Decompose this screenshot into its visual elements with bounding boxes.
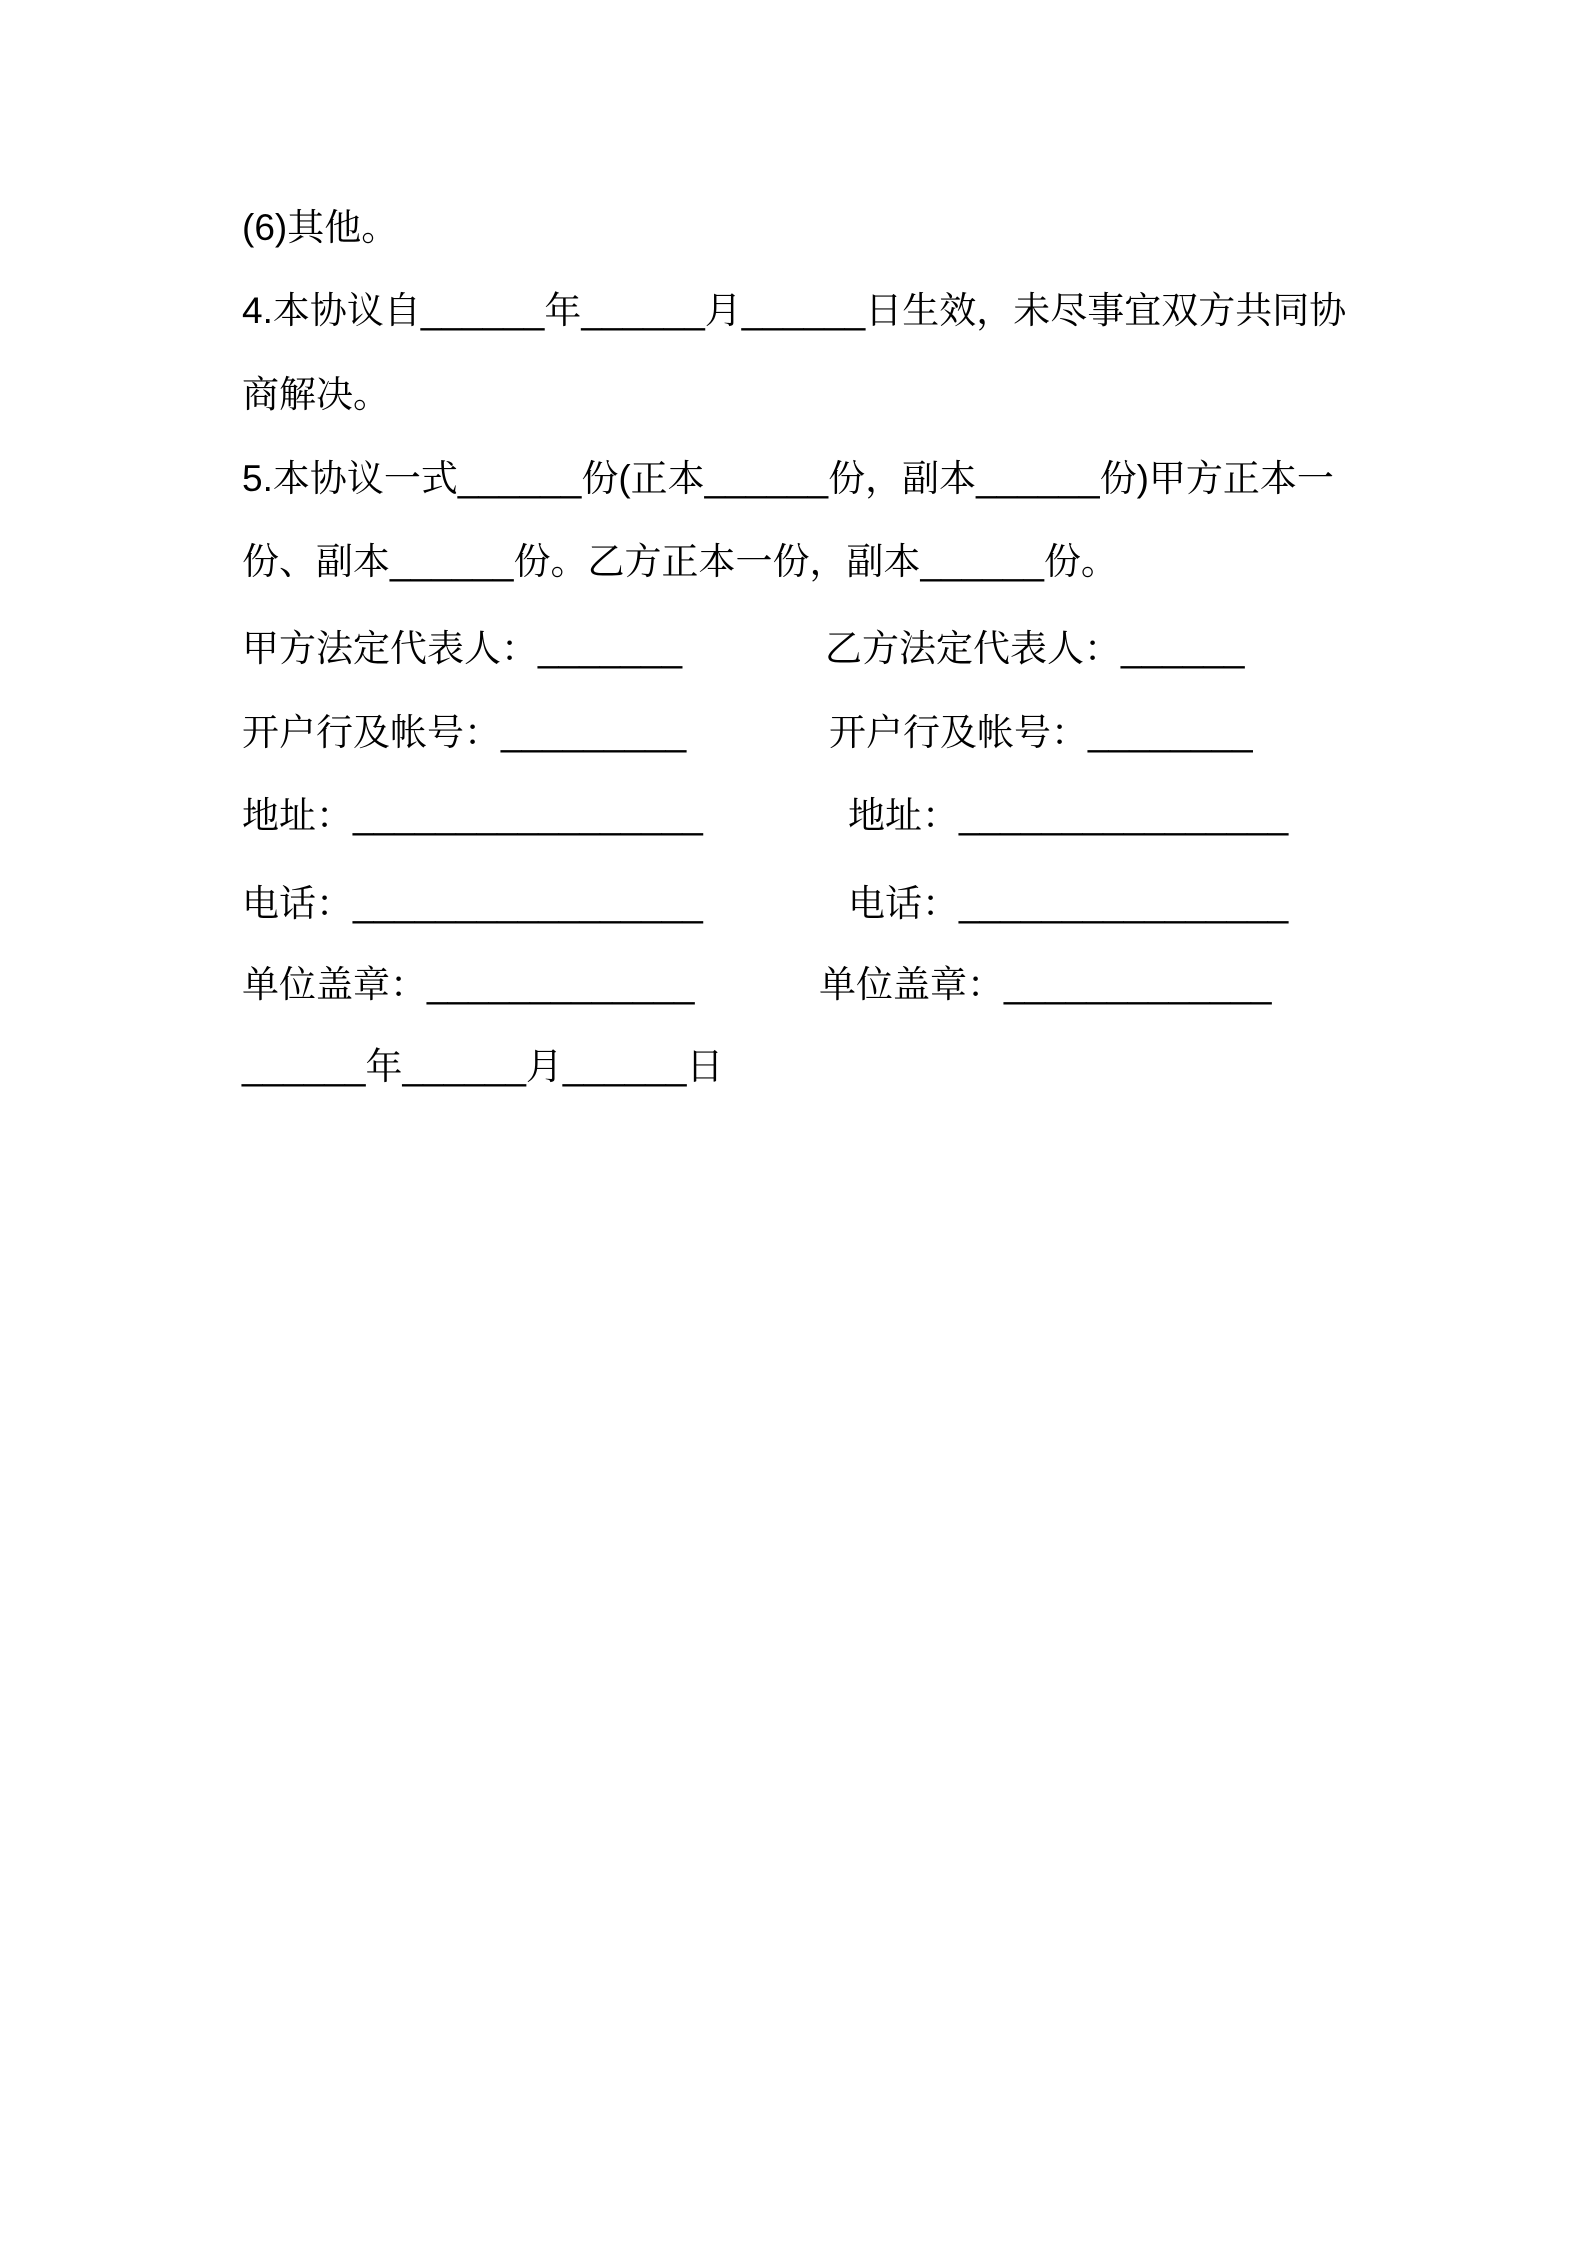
fill-in-blank: _________________ (353, 795, 703, 836)
fill-in-blank: ______ (1121, 628, 1245, 669)
field-label: 地址： (242, 795, 353, 836)
field-label: 单位盖章： (242, 964, 427, 1005)
party-b-address-field (848, 791, 1288, 841)
fill-in-blank: _________________ (353, 883, 703, 924)
party-a-seal-field (242, 960, 695, 1010)
clause-4-line-1: 4.本协议自______年______月______日生效，未尽事宜双方共同协 (242, 290, 1347, 331)
fill-in-blank: _______ (538, 628, 683, 669)
field-label: 电话： (848, 883, 959, 924)
clause-5-line-1: 5.本协议一式______份(正本______份，副本______份)甲方正本一 (242, 458, 1334, 499)
party-b-seal-field (819, 960, 1272, 1010)
fill-in-blank: _____________ (427, 964, 695, 1005)
party-b-bank-account-field (829, 708, 1253, 758)
signing-date-line: ______年______月______日 (242, 1046, 724, 1087)
party-a-bank-account-field (242, 708, 686, 758)
fill-in-blank: _________ (501, 712, 687, 753)
party-a-address-field (242, 791, 703, 841)
field-label: 地址： (848, 795, 959, 836)
fill-in-blank: ________________ (959, 883, 1289, 924)
field-label: 开户行及帐号： (242, 712, 501, 753)
clause-6-other: (6)其他。 (242, 207, 399, 248)
field-label: 电话： (242, 883, 353, 924)
clause-5-line-2: 份、副本______份。乙方正本一份，副本______份。 (242, 541, 1118, 582)
clause-4-line-2: 商解决。 (242, 374, 390, 415)
party-b-representative-field (825, 624, 1244, 674)
field-label: 开户行及帐号： (829, 712, 1088, 753)
party-b-phone-field (848, 879, 1288, 929)
field-label: 甲方法定代表人： (242, 628, 538, 669)
fill-in-blank: ________ (1088, 712, 1253, 753)
fill-in-blank: _____________ (1004, 964, 1272, 1005)
field-label: 乙方法定代表人： (825, 628, 1121, 669)
party-a-phone-field (242, 879, 703, 929)
party-a-representative-field (242, 624, 682, 674)
fill-in-blank: ________________ (959, 795, 1289, 836)
field-label: 单位盖章： (819, 964, 1004, 1005)
